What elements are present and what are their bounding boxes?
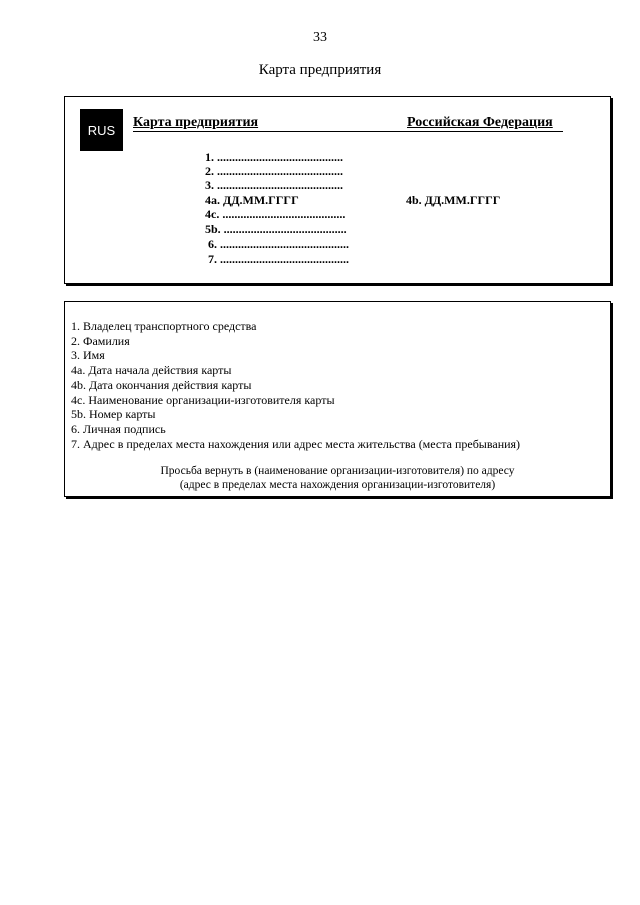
card-front: [64, 96, 611, 284]
legend-item: 5b. Номер карты: [71, 407, 156, 422]
legend-list: [71, 319, 520, 451]
field-2: 2. ..........................................: [205, 164, 343, 178]
legend-item: 4a. Дата начала действия карты: [71, 363, 232, 378]
legend-item: 4b. Дата окончания действия карты: [71, 377, 252, 392]
legend-item: 2. Фамилия: [71, 333, 130, 348]
field-6: 6. ...........................................: [208, 237, 349, 251]
legend-item: 4c. Наименование организации-изготовителя карты: [71, 392, 335, 407]
return-note-line-1: Просьба вернуть в (наименование организации-изготовителя) по адресу: [160, 465, 515, 477]
page-number: 33: [313, 30, 327, 45]
field-1: 1. ..........................................: [205, 150, 343, 164]
card-title: Карта предприятия: [133, 115, 259, 130]
page-heading: Карта предприятия: [258, 62, 382, 78]
card-title-rule: [133, 131, 563, 132]
field-3: 3. ..........................................: [205, 178, 343, 192]
field-4c: 4c. .........................................: [205, 207, 346, 221]
legend-item: 3. Имя: [71, 348, 105, 363]
legend-item: 6. Личная подпись: [71, 421, 166, 436]
field-7: 7. ...........................................: [208, 252, 349, 266]
field-5b: 5b. .........................................: [205, 222, 347, 236]
card-back: [64, 301, 611, 497]
legend-item: 1. Владелец транспортного средства: [71, 319, 257, 333]
legend-item: 7. Адрес в пределах места нахождения или адрес места жительства (места пребывания): [71, 436, 521, 451]
card-country: Российская Федерация: [407, 115, 553, 130]
field-4a: 4a. ДД.ММ.ГГГГ: [205, 193, 299, 207]
field-4b: 4b. ДД.ММ.ГГГГ: [406, 193, 501, 207]
return-note-line-2: (адрес в пределах места нахождения организации-изготовителя): [179, 479, 496, 491]
rus-badge: RUS: [80, 109, 123, 151]
